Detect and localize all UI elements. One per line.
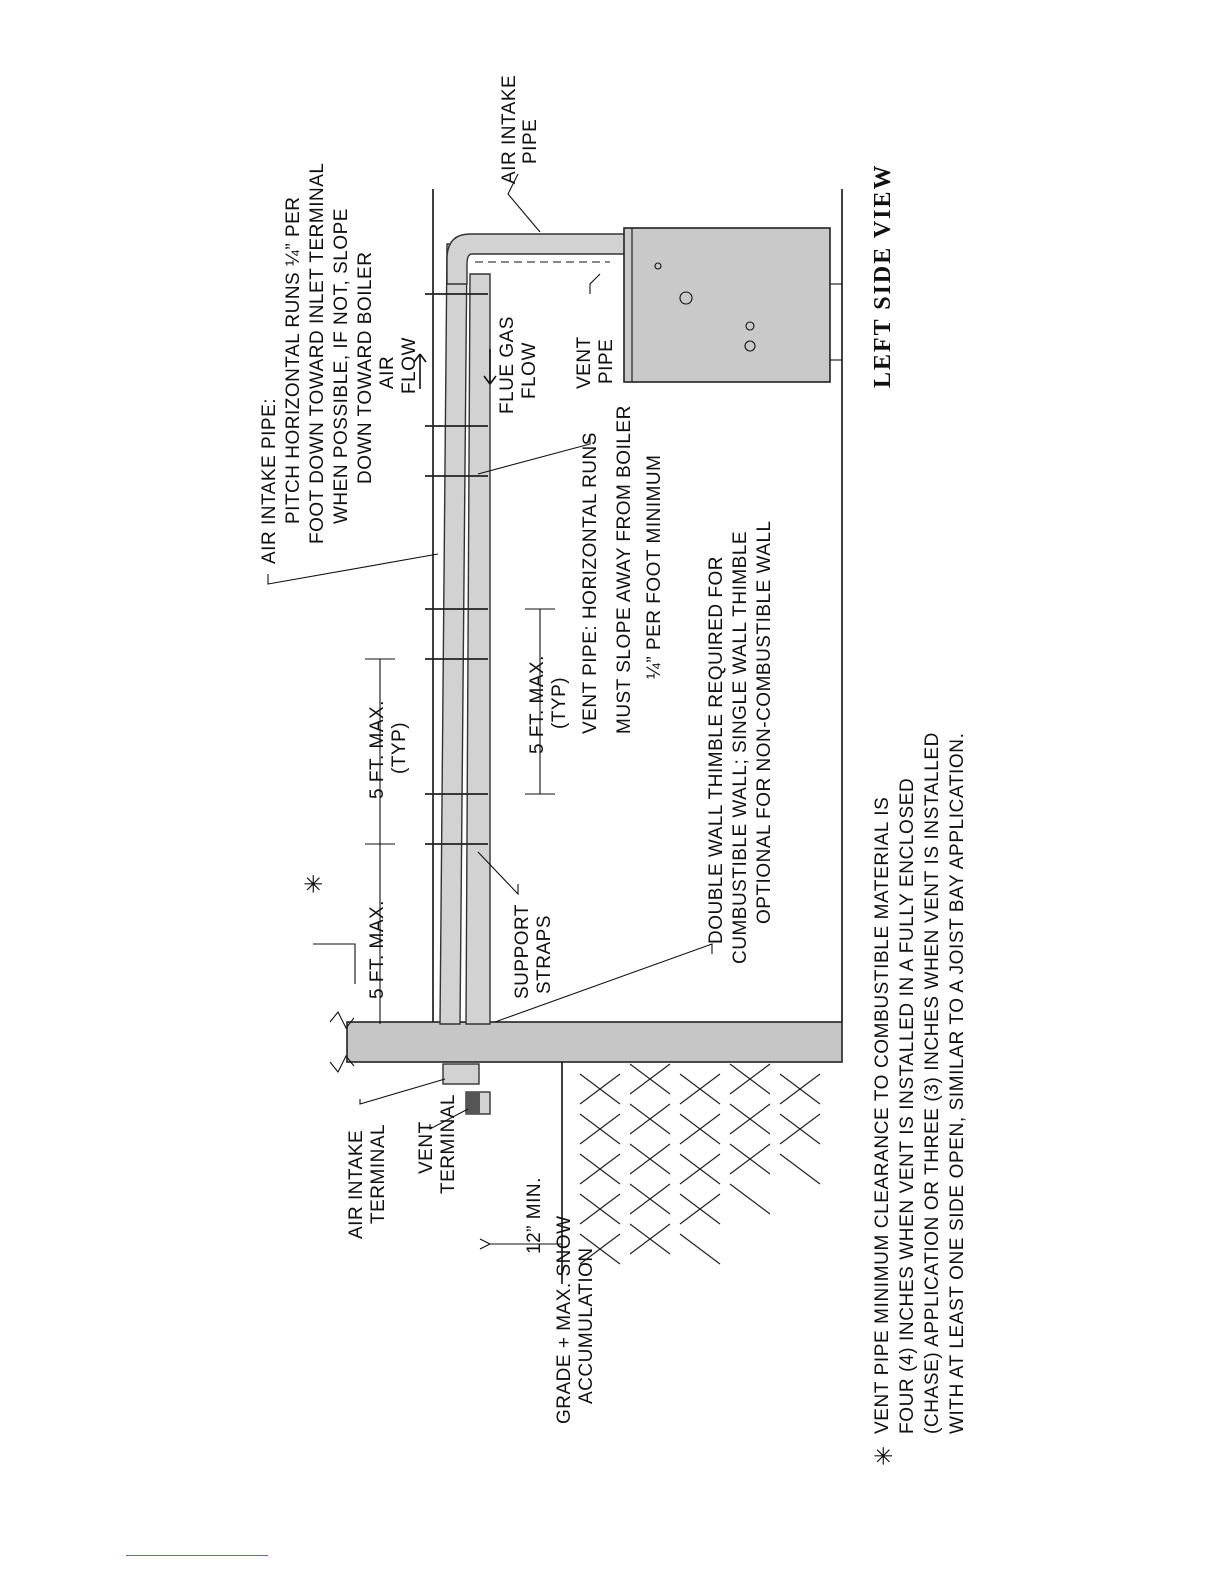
air-intake-pipe xyxy=(440,244,467,1024)
five-ft-max-upper-label: 5 FT. MAX. (TYP) xyxy=(367,700,410,799)
vent-terminal-label: VENT TERMINAL xyxy=(416,1093,459,1194)
leader-air-terminal xyxy=(360,1079,445,1104)
boiler xyxy=(624,228,830,382)
footnote-text: VENT PIPE MINIMUM CLEARANCE TO COMBUSTIBLE MATERIAL IS FOUR (4) INCHES WHEN VENT IS INSTALLED IN A FULLY ENCLOSED (CHASE) APPLICATION OR THREE (3) INCHES WHEN VENT IS INSTALLED WITH AT LEAST ONE SIDE OPEN, SIMILAR TO A JOIST BAY APPLICATION. xyxy=(872,732,968,1434)
air-flow-label: AIR FLOW xyxy=(377,337,420,394)
thimble-note: DOUBLE WALL THIMBLE REQUIRED FOR CUMBUSTIBLE WALL; SINGLE WALL THIMBLE OPTIONAL FOR NON-COMBUSTIBLE WALL xyxy=(706,520,775,964)
support-straps-label: SUPPORT STRAPS xyxy=(512,904,555,999)
air-intake-pipe-top-label: AIR INTAKE PIPE xyxy=(499,74,541,184)
twelve-in-min-label: 12” MIN. xyxy=(524,1177,545,1254)
asterisk-mark: ✳ xyxy=(301,873,328,894)
footer-link-line xyxy=(126,1555,268,1556)
vent-pipe xyxy=(466,274,490,1024)
flue-gas-flow-label: FLUE GAS FLOW xyxy=(497,316,540,414)
air-intake-terminal-label: AIR INTAKE TERMINAL xyxy=(346,1123,389,1239)
leader-vent-note xyxy=(478,434,590,474)
asterisk-bracket xyxy=(313,944,355,984)
vent-pipe-label: VENT PIPE xyxy=(574,336,617,389)
ground-hatch xyxy=(562,1062,820,1284)
vent-screen xyxy=(466,1092,480,1114)
five-ft-max-lower-label: 5 FT. MAX. (TYP) xyxy=(527,655,570,754)
leader-air-intake-note xyxy=(268,554,438,584)
view-title: LEFT SIDE VIEW xyxy=(870,163,896,388)
grade-snow-label: GRADE + MAX. SNOW ACCUMULATION xyxy=(554,1215,597,1424)
five-ft-max-first-label: 5 FT. MAX. xyxy=(367,900,388,999)
vent-pipe-note: VENT PIPE: HORIZONTAL RUNS MUST SLOPE AWAY FROM BOILER ¼” PER FOOT MINIMUM xyxy=(580,405,665,734)
footnote-symbol: ✳ xyxy=(871,1445,898,1466)
air-intake-pipe-note: AIR INTAKE PIPE: PITCH HORIZONTAL RUNS ¼” PER FOOT DOWN TOWARD INLET TERMINAL WHEN POSSIBLE, IF NOT, SLOPE DOWN TOWARD BOILER xyxy=(259,163,376,564)
air-intake-terminal-shape xyxy=(443,1064,479,1084)
leader-vent-pipe xyxy=(590,274,600,294)
dim-12in-tick1 xyxy=(480,1239,490,1249)
exterior-wall xyxy=(347,1022,842,1062)
